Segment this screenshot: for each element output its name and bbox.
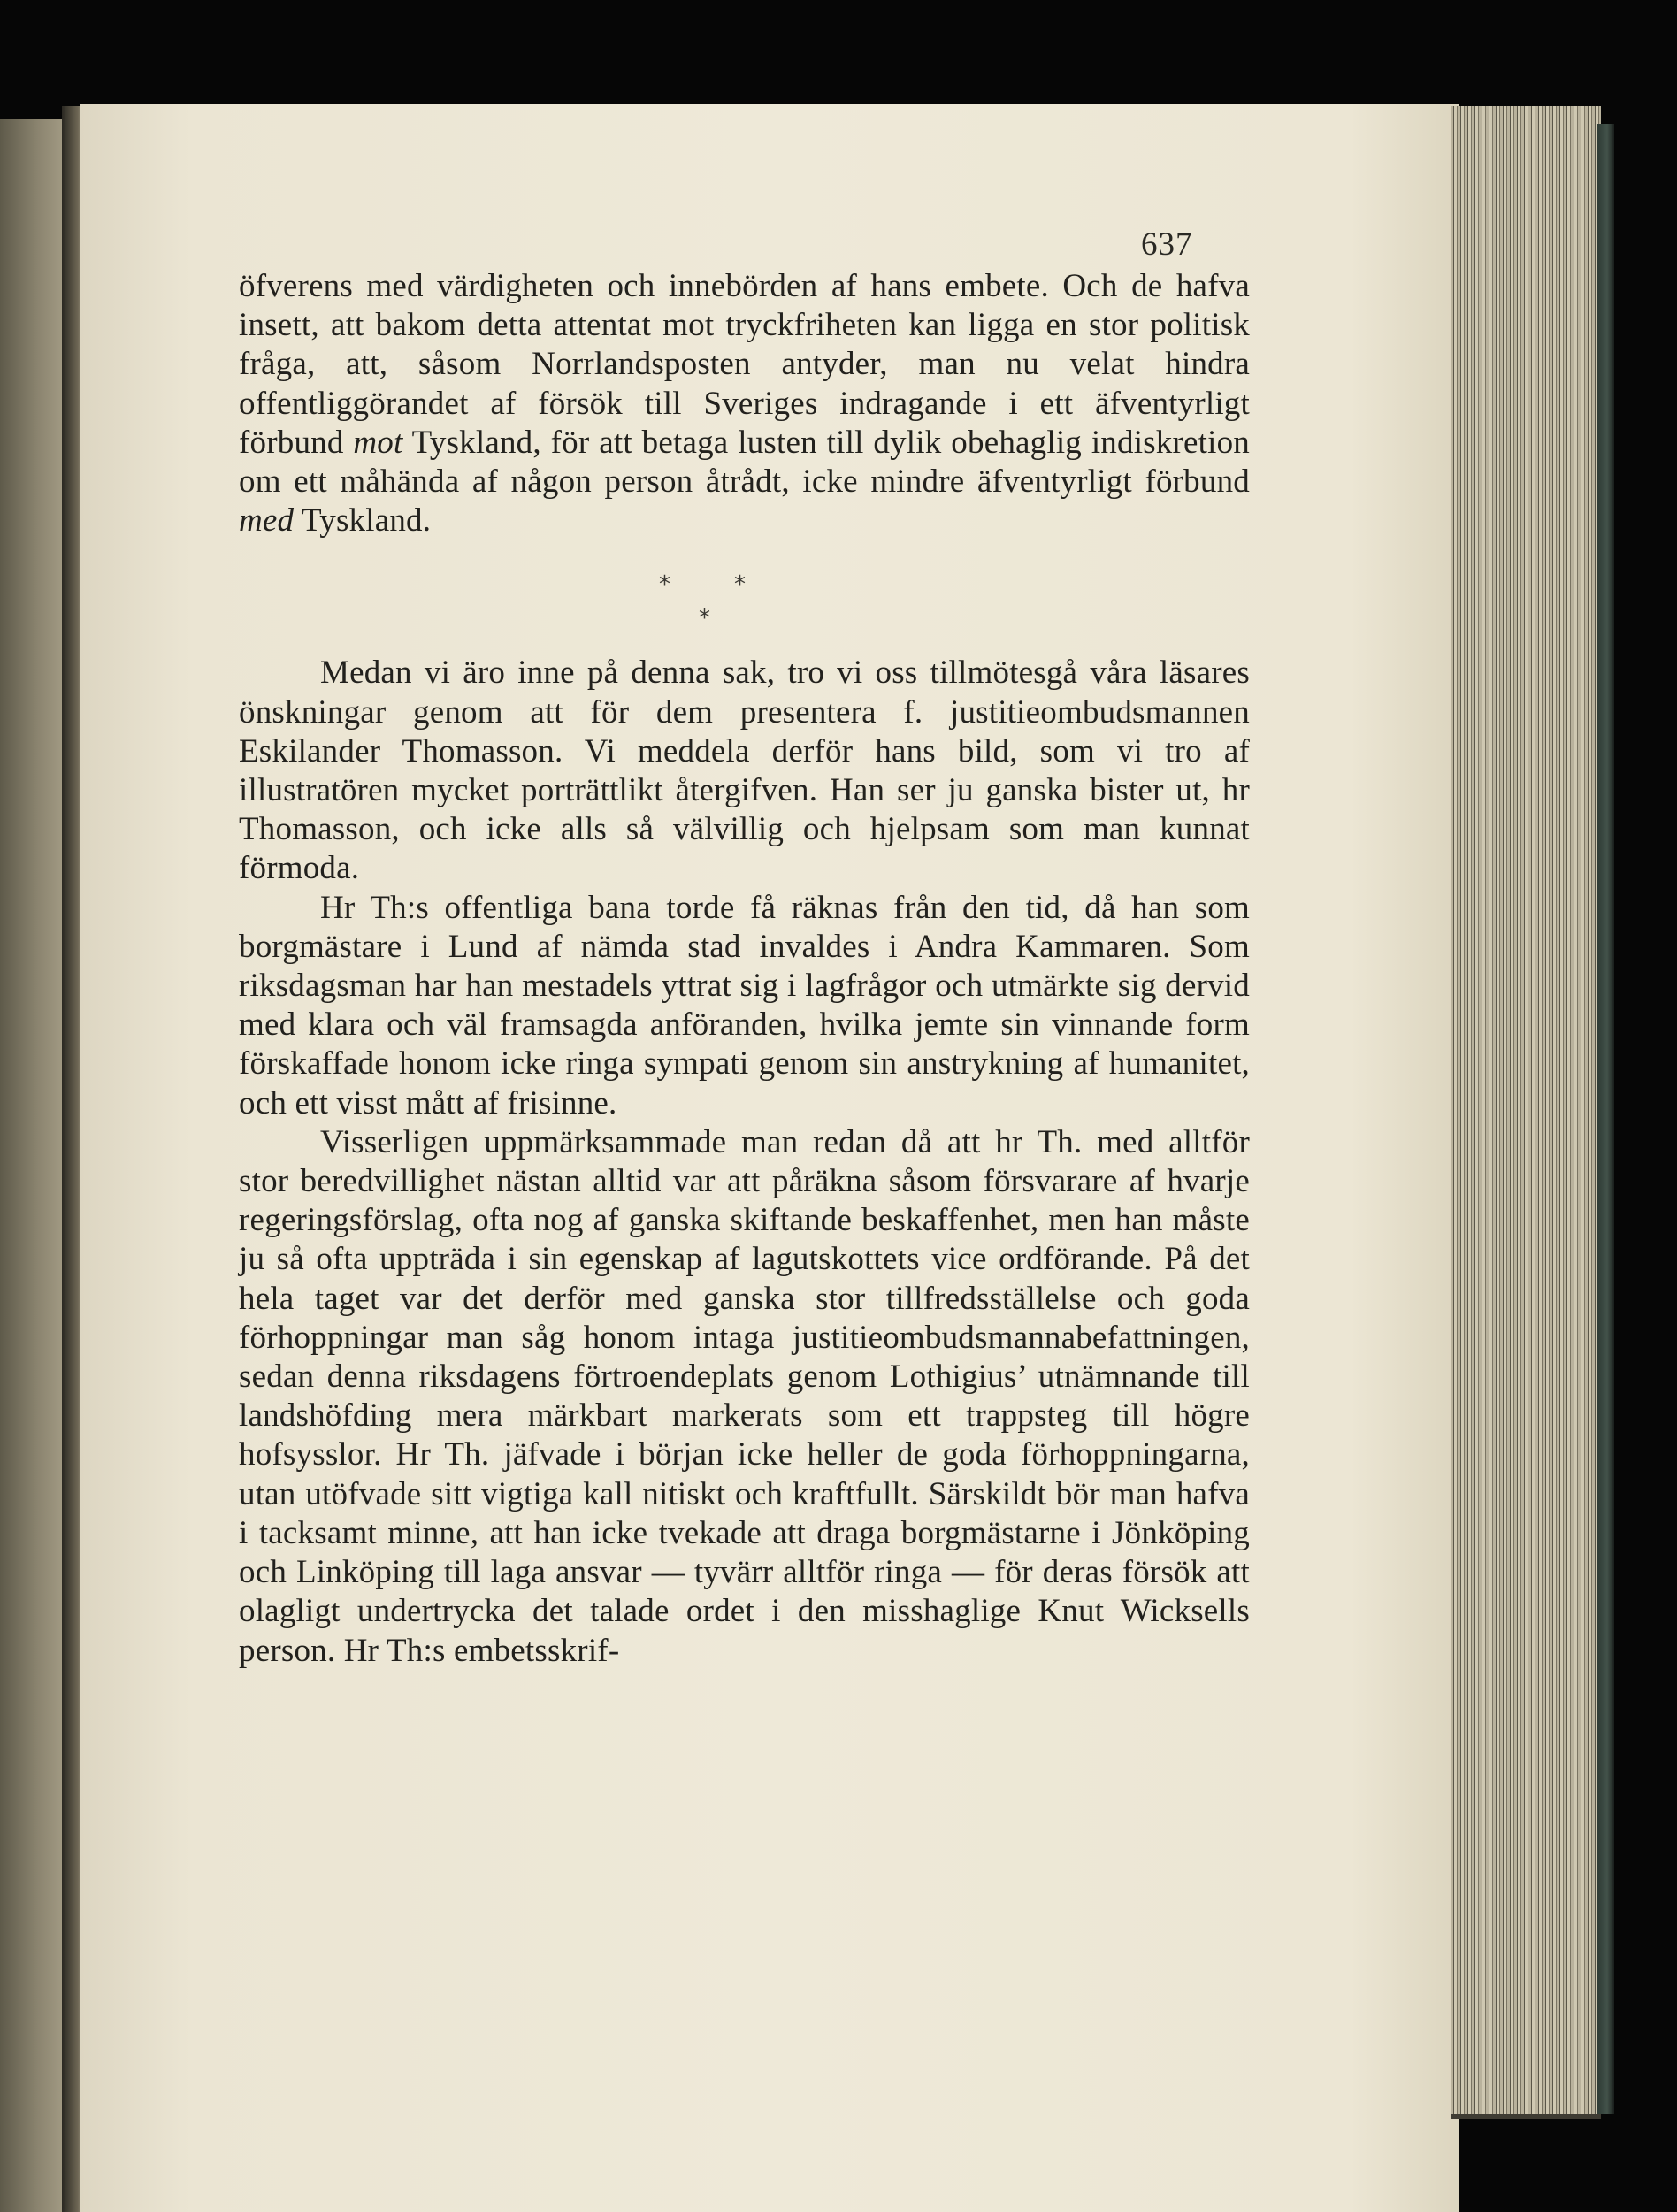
text-run: Tyskland.	[294, 502, 432, 540]
page-text	[239, 226, 1250, 1671]
paragraph-section2-0: Medan vi äro inne på denna sak, tro vi oss tillmötesgå våra läsares önskningar genom att för dem presentera f. justitieombudsmannen Eskilander Thomasson. Vi meddela derför hans bild, som vi tro af illustratören mycket porträttlikt återgifven. Han ser ju ganska bister ut, hr Thomasson, och icke alls så välvillig och hjelpsam som man kunnat förmoda.	[239, 654, 1250, 887]
paragraph-section2-1: Hr Th:s offentliga bana torde få räknas från den tid, då han som borgmästare i Lund af nämda stad invaldes i Andra Kammaren. Som riksdagsman har han mestadels yttrat sig i lagfrågor och utmärkte sig dervid med klara och väl framsagda anföranden, hvilka jemte sin vinnande form förskaffade honom icke ringa sympati genom sin anstrykning af humanitet, och ett visst mått af frisinne.	[239, 889, 1250, 1121]
section-2	[239, 654, 1250, 1670]
paragraph-section1-0	[239, 267, 1250, 540]
italic-text-run: med	[239, 502, 295, 540]
paragraph-section2-2: Visserligen uppmärksammade man redan då att hr Th. med alltför stor beredvillighet nästan alltid var att påräkna såsom försvarare af hvarje regeringsförslag, ofta nog af ganska skiftande beskaffenhet, men han måste ju så ofta uppträda i sin egenskap af lagutskottets vice ordförande. På det hela taget var det derför med ganska stor tillfredsställelse och goda förhoppningar man såg honom intaga justitieombudsmannabefattningen, sedan denna riksdagens förtroendeplats genom Lothigius’ utnämnande till landshöfding mera märkbart markerats som ett trappsteg till högre hofsysslor. Hr Th. jäfvade i början icke heller de goda förhoppningarna, utan utöfvade sitt vigtiga kall nitiskt och kraftfullt. Särskildt bör man hafva i tacksamt minne, att han icke tvekade att draga borgmästarne i Jönköping och Linköping till laga ansvar — tyvärr alltför ringa — för deras försök att olagligt undertrycka det talade ordet i den misshaglige Knut Wicksells person. Hr Th:s embetsskrif-	[239, 1123, 1250, 1669]
book-cover-edge	[1597, 124, 1614, 2114]
asterisk: *	[699, 605, 711, 632]
text-run: öfverens med värdigheten och innebörden af hans embete. Och de hafva insett, att bakom detta attentat mot tryckfriheten kan ligga en stor politisk fråga, att, såsom Norrlandsposten antyder, man nu velat hindra offentliggörandet af försök till Sveriges indragande i ett äfventyrligt förbund	[239, 268, 1250, 461]
asterisk: *	[734, 571, 747, 599]
asterisk: *	[659, 571, 671, 599]
text-run: Tyskland, för att betaga lusten till dylik obehaglig indiskretion om ett måhända af någon person åtrådt, icke mindre äfventyrligt förbund	[239, 424, 1250, 501]
previous-page-edge	[0, 119, 71, 2212]
page-fore-edge	[1451, 106, 1601, 2119]
italic-text-run: mot	[353, 424, 403, 461]
page-number: 637	[1141, 226, 1193, 263]
section-separator	[239, 547, 1250, 654]
